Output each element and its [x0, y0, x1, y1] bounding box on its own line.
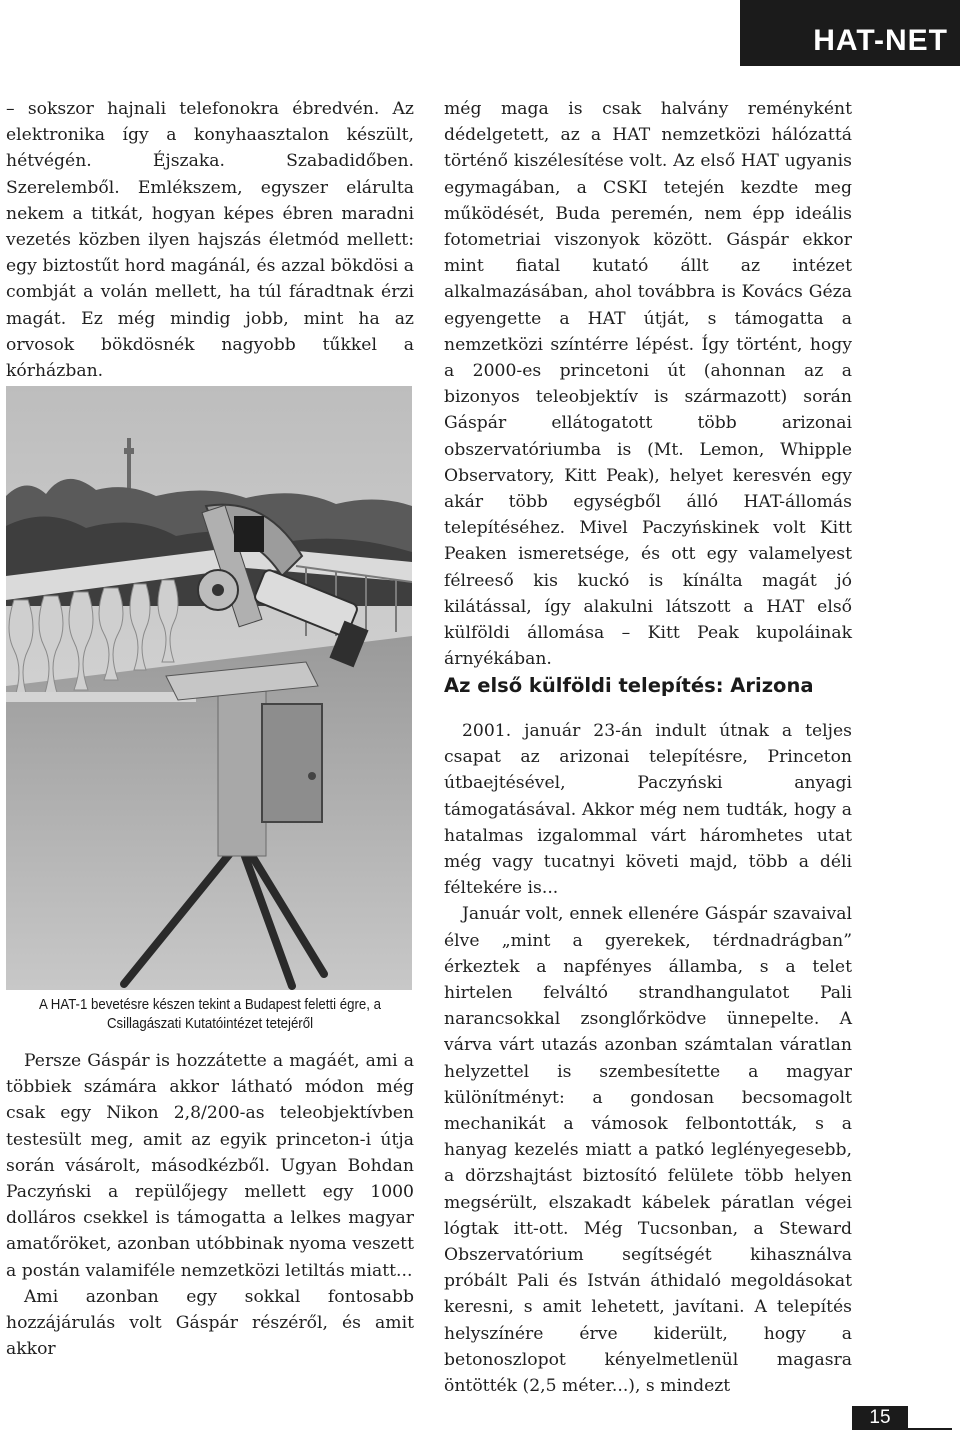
page-number-label: 15: [869, 1407, 891, 1428]
body-paragraph: Január volt, ennek ellenére Gáspár szavaival élve „mint a gyerekek, térdnadrágban” érkeztek a napfényes államba, s a telet hirtelen felváltó strandhangulatot Pali narancsokkal zsonglőrködve ünnepelte. A várva várt utazás azonban számtalan váratlan helyzettel is szembesítette a magyar különítményt: a gondosan becsomagolt mechanikát a vámosok felbontották, s a hanyag kezelés miatt a patkó leglényegesebb, a dörzshajtást biztosító felülete több helyen megsérült, elszakadt kábelek páratlan végei lógtak itt-ott. Még Tucsonban, a Steward Obszervatórium segítségét kihasználva próbált Pali és István áthidaló megoldásokat keresni, s amit lehetett, javítani. A telepítés helyszínére érve kiderült, hogy a betonoszlopot kényelmetlenül magasra öntötték (2,5 méter...), s mindezt: [444, 904, 852, 1397]
body-paragraph: még maga is csak halvány reményként dédelgetett, az a HAT nemzetközi hálózattá történő kiszélesítése volt. Az első HAT ugyanis egymagában, a CSKI tetején kezdte meg működését, Buda peremén, nem épp ideális fotometriai viszonyok között. Gáspár ekkor mint fiatal kutató állt az intézet alkalmazásában, ahol továbbra is Kovács Géza egyengette a HAT útját, s támogatta a nemzetközi színtérre lépést. Így történt, hogy a 2000-es princetoni út (ahonnan az a bizonyos teleobjektív is származott) során Gáspár ellátogatott több arizonai obszervatóriumba is (Mt. Lemon, Whipple Observatory, Kitt Peak), helyet keresvén egy akár több egységből álló HAT-állomás telepítéséhez. Mivel Paczyńskinek volt Kitt Peaken ismeretsége, és ott egy valamelyest félreeső kis kuckó is kínálta magát jó kilátással, így alakulni látszott a HAT első külföldi állomása – Kitt Peak kupoláinak árnyékában.: [444, 99, 852, 670]
body-paragraph: Ami azonban egy sokkal fontosabb hozzájárulás volt Gáspár részéről, és amit akkor: [6, 1286, 414, 1360]
body-paragraph: Persze Gáspár is hozzátette a magáét, ami a többiek számára akkor látható módon még csak egy Nikon 2,8/200-as teleobjektívben testesült meg, amit az egyik princeton-i útja során vásárolt, másodkézből. Ugyan Bohdan Paczyński a repülőjegy mellett egy 1000 dolláros csekkel is támogatta a lelkes magyar amatőröket, azonban utóbbinak nyoma veszett a postán valamiféle nemzetközi letiltás miatt...: [6, 1051, 414, 1281]
right-column-bottom: [444, 718, 852, 1399]
telescope-photo-illustration: [6, 386, 412, 990]
body-paragraph: 2001. január 23-án indult útnak a teljes csapat az arizonai telepítésre, Princeton útbaejtésével, Paczyński anyagi támogatásával. Akkor még nem tudták, hogy a hatalmas izgalommal várt háromhetes utat még vagy tucatnyi követi majd, több a déli féltekére is...: [444, 721, 852, 899]
section-heading: Az első külföldi telepítés: Arizona: [444, 674, 814, 697]
telescope-photo: [6, 386, 412, 990]
left-column-bottom: [6, 1048, 414, 1362]
left-column-top: [6, 96, 414, 384]
right-column-top: [444, 96, 852, 672]
photo-caption: A HAT-1 bevetésre készen tekint a Budapest feletti égre, a Csillagászati Kutatóintézet tetejéről: [39, 997, 381, 1032]
page-number: [852, 1406, 908, 1430]
body-paragraph: – sokszor hajnali telefonokra ébredvén. Az elektronika így a konyhaasztalon készült, hétvégén. Éjszaka. Szabadidőben. Szerelemből. Emlékszem, egyszer elárulta nekem a titkát, hogyan képes ébren maradni vezetés közben ilyen hajszás életmód mellett: egy biztostűt hord magánál, és azzal bökdösi a combját a volán mellett, ha túl fáradtnak érzi magát. Ez még mindig jobb, mint ha az orvosok bökdösnék nagyobb tűkkel a kórházban.: [6, 99, 414, 382]
section-header: [740, 0, 960, 66]
section-header-label: HAT-NET: [813, 24, 948, 57]
page-number-rule: [908, 1428, 952, 1430]
